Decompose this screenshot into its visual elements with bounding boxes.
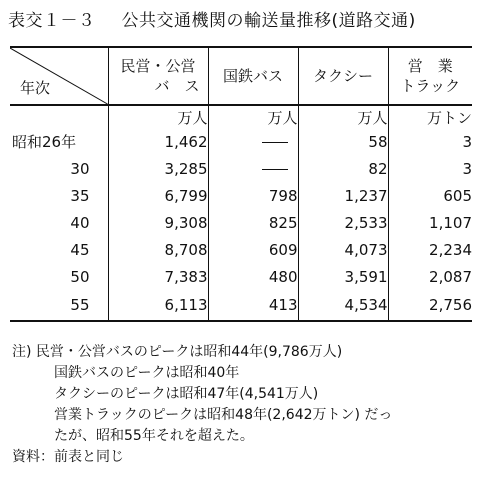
bus-cell: 6,113: [108, 290, 208, 321]
year-cell: 50: [70, 267, 90, 286]
note-text: 民営・公営バスのピークは昭和44年(9,786万人): [35, 344, 343, 360]
year-cell: 55: [10, 290, 108, 321]
year-cell: 45: [70, 240, 90, 259]
note-line: タクシーのピークは昭和47年(4,541万人): [54, 386, 319, 402]
jnr-bus-cell: 825: [208, 209, 298, 236]
truck-cell: 3: [388, 155, 472, 182]
unit-bus: 万人: [108, 105, 208, 128]
header-jnr-bus: [208, 47, 298, 105]
header-truck-line2: トラック: [400, 77, 461, 95]
taxi-cell: 2,533: [298, 209, 388, 236]
year-cell: 40: [70, 213, 90, 232]
truck-cell: 2,087: [388, 263, 472, 290]
taxi-cell: 3,591: [298, 263, 388, 290]
bus-cell: 6,799: [108, 182, 208, 209]
note-line: 国鉄バスのピークは昭和40年: [54, 365, 240, 381]
table-id: 表交１－３: [8, 11, 96, 31]
taxi-cell: 4,073: [298, 236, 388, 263]
taxi-cell: 82: [298, 155, 388, 182]
year-cell: 昭和26年: [12, 133, 77, 151]
year-cell: 35: [70, 186, 90, 205]
unit-truck: 万トン: [388, 105, 472, 128]
table-row: [10, 290, 472, 321]
jnr-bus-cell: 609: [208, 236, 298, 263]
taxi-cell: 1,237: [298, 182, 388, 209]
year-header: 年次: [20, 79, 51, 97]
table-row: [10, 128, 472, 155]
bus-cell: 9,308: [108, 209, 208, 236]
jnr-bus-cell: 413: [208, 290, 298, 321]
truck-cell: 3: [388, 128, 472, 155]
header-truck-line1: 営 業: [407, 57, 453, 75]
note-line: [12, 342, 490, 363]
unit-row: [10, 105, 472, 128]
unit-empty: [10, 105, 108, 128]
dash-mark: [262, 142, 288, 143]
unit-taxi: 万人: [298, 105, 388, 128]
jnr-bus-cell: 480: [208, 263, 298, 290]
table-row: [10, 263, 472, 290]
source-line: 資料：前表と同じ: [12, 449, 124, 465]
notes: [12, 342, 490, 468]
header-truck: [388, 47, 472, 105]
header-bus: [108, 47, 208, 105]
year-header-cell: [10, 47, 108, 105]
table-title: [8, 6, 492, 36]
note-line: たが、昭和55年それを超えた。: [54, 428, 254, 444]
transport-volume-table: [10, 46, 472, 322]
table-title-text: 公共交通機関の輸送量推移(道路交通): [121, 11, 416, 31]
truck-cell: 1,107: [388, 209, 472, 236]
header-taxi-label: タクシー: [312, 67, 373, 85]
table-row: [10, 236, 472, 263]
taxi-cell: 4,534: [298, 290, 388, 321]
truck-cell: 2,234: [388, 236, 472, 263]
jnr-bus-cell: 798: [208, 182, 298, 209]
truck-cell: 605: [388, 182, 472, 209]
bus-cell: 8,708: [108, 236, 208, 263]
unit-jnr-bus: 万人: [208, 105, 298, 128]
bus-cell: 1,462: [108, 128, 208, 155]
note-prefix: 注): [12, 344, 32, 360]
table-row: [10, 182, 472, 209]
note-line: 営業トラックのピークは昭和48年(2,642万トン) だっ: [54, 407, 393, 423]
table-row: [10, 155, 472, 182]
header-row: [10, 47, 472, 105]
jnr-bus-cell: [208, 155, 298, 182]
table-row: [10, 209, 472, 236]
bus-cell: 7,383: [108, 263, 208, 290]
header-taxi: [298, 47, 388, 105]
header-bus-line1: 民営・公営: [120, 57, 196, 75]
truck-cell: 2,756: [388, 290, 472, 321]
bus-cell: 3,285: [108, 155, 208, 182]
dash-mark: [262, 169, 288, 170]
year-cell: 30: [70, 159, 90, 178]
header-jnr-bus-label: 国鉄バス: [222, 67, 283, 85]
jnr-bus-cell: [208, 128, 298, 155]
taxi-cell: 58: [298, 128, 388, 155]
header-bus-line2: バ ス: [154, 77, 200, 95]
